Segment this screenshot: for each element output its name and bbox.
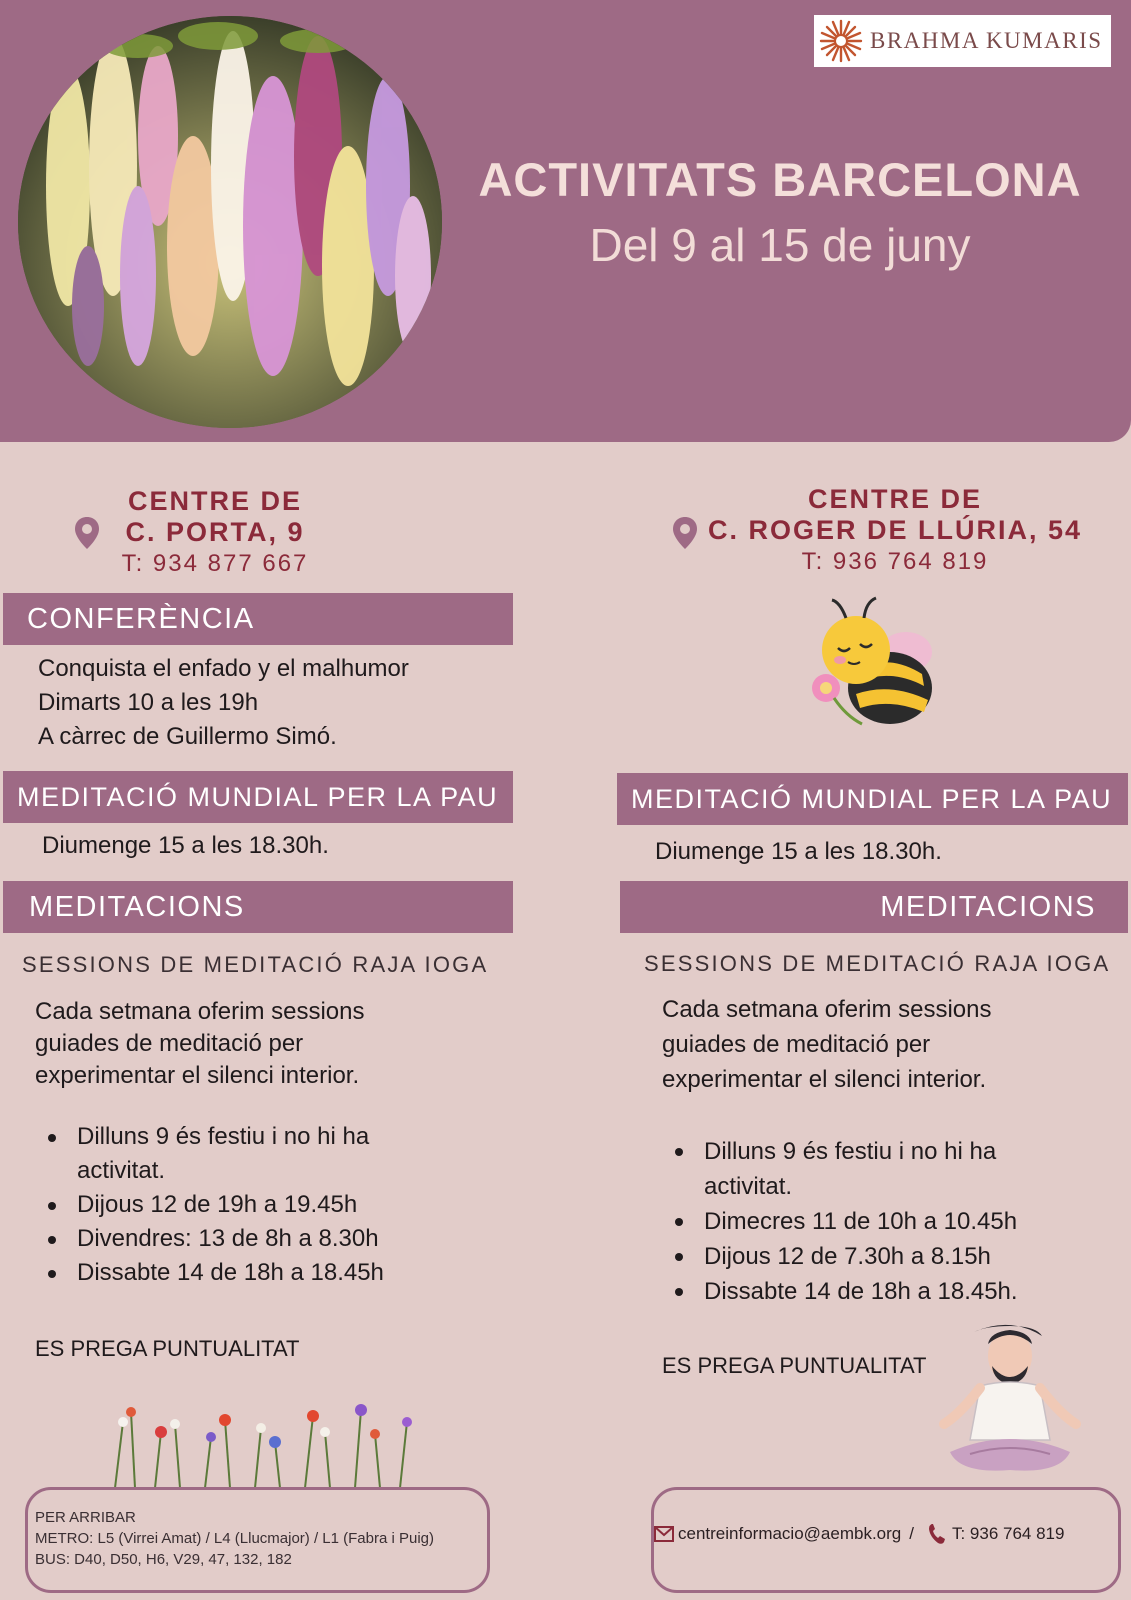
right-world-meditation-label: MEDITACIÓ MUNDIAL PER LA PAU	[631, 783, 1113, 814]
right-punctuality-note: ES PREGA PUNTUALITAT	[662, 1353, 927, 1378]
contact-phone[interactable]: T: 936 764 819	[951, 1524, 1065, 1543]
list-item: Dimecres 11 de 10h a 10.45h	[662, 1204, 1062, 1239]
left-sessions-description	[35, 996, 475, 1092]
left-centre-line2: C. PORTA, 9	[125, 517, 305, 547]
conference-band	[3, 593, 513, 645]
right-world-meditation-band	[617, 773, 1128, 825]
header-banner	[0, 0, 1131, 442]
wisteria-flowers-photo	[18, 16, 442, 428]
conference-time: Dimarts 10 a les 19h	[38, 689, 259, 716]
left-meditations-label: MEDITACIONS	[29, 890, 245, 923]
right-sessions-description	[662, 992, 1102, 1097]
right-para-line2: guiades de meditació per	[662, 1031, 931, 1058]
left-para-line2: guiades de meditació per	[35, 1030, 304, 1057]
metro-lines: METRO: L5 (Virrei Amat) / L4 (Llucmajor) / L1 (Fabra i Puig)	[35, 1530, 435, 1547]
logo-text: BRAHMA KUMARIS	[870, 28, 1103, 53]
list-item: Dilluns 9 és festiu i no hi ha activitat.	[662, 1134, 1062, 1204]
contact-email[interactable]: centreinformacio@aembk.org	[678, 1524, 902, 1543]
list-item: Divendres: 13 de 8h a 8.30h	[35, 1222, 435, 1256]
wildflowers-illustration	[95, 1402, 420, 1488]
conference-speaker: A càrrec de Guillermo Simó.	[38, 723, 337, 750]
location-pin-icon	[74, 516, 100, 550]
directions-text	[35, 1507, 495, 1570]
conference-title: Conquista el enfado y el malhumor	[38, 655, 409, 682]
left-world-meditation-time: Diumenge 15 a les 18.30h.	[42, 832, 329, 859]
right-centre-line2: C. ROGER DE LLÚRIA, 54	[707, 515, 1083, 545]
list-item: Dijous 12 de 19h a 19.45h	[35, 1188, 435, 1222]
contact-separator: /	[909, 1524, 914, 1543]
left-world-meditation-label: MEDITACIÓ MUNDIAL PER LA PAU	[17, 781, 499, 812]
directions-label: PER ARRIBAR	[35, 1509, 136, 1526]
right-para-line3: experimentar el silenci interior.	[662, 1066, 987, 1093]
wisteria-illustration	[18, 16, 442, 428]
list-item: Dissabte 14 de 18h a 18.45h	[35, 1256, 435, 1290]
brahma-kumaris-logo-icon	[818, 18, 864, 64]
right-schedule-list	[662, 1134, 1062, 1309]
mail-icon	[654, 1526, 674, 1542]
location-pin-icon	[672, 516, 698, 550]
left-meditations-band	[3, 881, 513, 933]
right-world-meditation-time: Diumenge 15 a les 18.30h.	[655, 838, 942, 865]
date-range: Del 9 al 15 de juny	[589, 219, 971, 271]
list-item: Dijous 12 de 7.30h a 8.15h	[662, 1239, 1062, 1274]
left-schedule-list	[35, 1120, 435, 1290]
conference-details	[38, 652, 518, 754]
right-centre-name	[705, 484, 1085, 577]
list-item: Dilluns 9 és festiu i no hi ha activitat.	[35, 1120, 435, 1188]
right-centre-phone: T: 936 764 819	[801, 548, 989, 575]
left-world-meditation-band	[3, 771, 513, 823]
right-meditations-label: MEDITACIONS	[880, 890, 1096, 923]
page-title: ACTIVITATS BARCELONA	[478, 153, 1082, 206]
contact-info	[654, 1523, 1114, 1545]
bus-lines: BUS: D40, D50, H6, V29, 47, 132, 182	[35, 1551, 292, 1568]
left-para-line1: Cada setmana oferim sessions	[35, 998, 365, 1025]
right-centre-line1: CENTRE DE	[807, 484, 982, 514]
left-para-line3: experimentar el silenci interior.	[35, 1062, 360, 1089]
left-centre-line1: CENTRE DE	[127, 486, 302, 516]
brahma-kumaris-logo	[814, 15, 1111, 67]
left-centre-phone: T: 934 877 667	[121, 550, 309, 577]
meditating-man-illustration	[930, 1322, 1090, 1482]
right-para-line1: Cada setmana oferim sessions	[662, 996, 992, 1023]
left-centre-name	[105, 486, 325, 579]
phone-icon	[928, 1523, 946, 1545]
left-sessions-heading: SESSIONS DE MEDITACIÓ RAJA IOGA	[22, 952, 489, 977]
right-sessions-heading: SESSIONS DE MEDITACIÓ RAJA IOGA	[644, 951, 1111, 976]
list-item: Dissabte 14 de 18h a 18.45h.	[662, 1274, 1062, 1309]
conference-band-label: CONFERÈNCIA	[27, 602, 255, 635]
right-meditations-band	[620, 881, 1128, 933]
left-punctuality-note: ES PREGA PUNTUALITAT	[35, 1336, 300, 1361]
bee-illustration	[806, 594, 946, 734]
